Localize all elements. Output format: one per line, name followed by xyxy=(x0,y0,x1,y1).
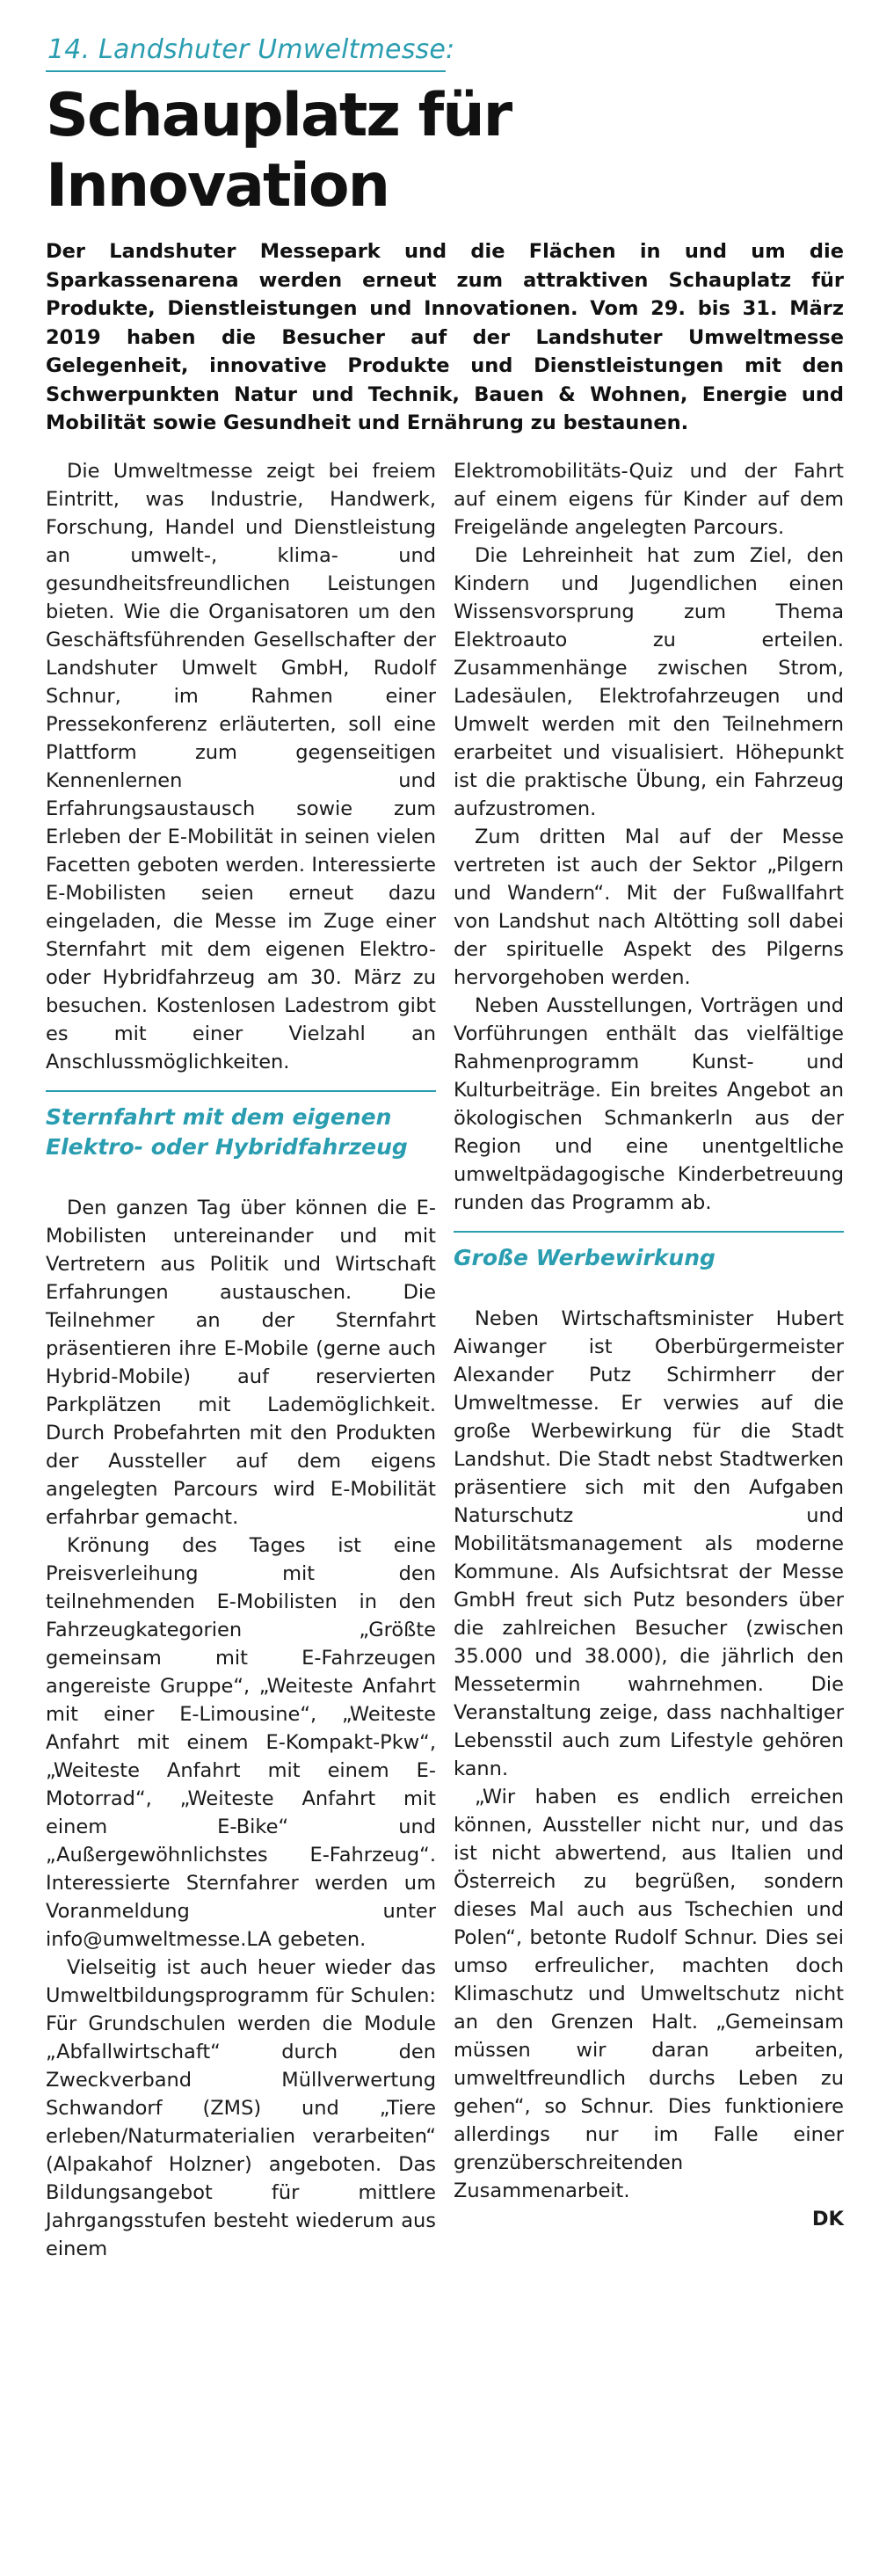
paragraph: Krönung des Tages ist eine Preisverleihung mit den teilnehmenden E-Mobilisten in den Fahrzeugkategorien „Größte gemeinsam mit E-Fahrzeugen angereiste Gruppe“, „Weiteste Anfahrt mit einer E-Limousine“, „Weiteste Anfahrt mit einem E-Kompakt-Pkw“, „Weiteste Anfahrt mit einem E-Motorrad“, „Weiteste Anfahrt mit einem E-Bike“ und „Außergewöhnlichstes E-Fahrzeug“. Interessierte Sternfahrer werden um Voranmeldung unter info@umweltmesse.LA gebeten. xyxy=(46,1533,436,1951)
paragraph: Neben Wirtschaftsminister Hubert Aiwanger ist Oberbürgermeister Alexander Putz Schirmherr der Umweltmesse. Er verwies auf die große Werbewirkung für die Stadt Landshut. Die Stadt nebst Stadtwerken präsentiere sich mit den Aufgaben Naturschutz und Mobilitätsmanagement als moderne Kommune. Als Aufsichtsrat der Messe GmbH freut sich Putz besonders über die zahlreichen Besucher (zwischen 35.000 und 38.000), die jährlich den Messetermin wahrnehmen. Die Veranstaltung zeige, dass nachhaltiger Lebensstil auch zum Lifestyle gehören kann. xyxy=(454,1306,844,1780)
paragraph: Die Lehreinheit hat zum Ziel, den Kindern und Jugendlichen einen Wissensvorsprung zum Thema Elektroauto zu erteilen. Zusammenhänge zwischen Strom, Ladesäulen, Elektrofahrzeugen und Umwelt werden mit den Teilnehmern erarbeitet und visualisiert. Höhepunkt ist die praktische Übung, ein Fahrzeug aufzustromen. xyxy=(454,543,844,820)
left-column xyxy=(46,457,436,2263)
paragraph: „Wir haben es endlich erreichen können, Aussteller nicht nur, und das ist nicht abwertend, aus Italien und Österreich zu begrüßen, sondern dieses Mal auch aus Tschechien und Polen“, betonte Rudolf Schnur. Dies sei umso erfreulicher, machten doch Klimaschutz und Umweltschutz nicht an den Grenzen Halt. „Gemeinsam müssen wir daran arbeiten, umweltfreundlich durchs Leben zu gehen“, so Schnur. Dies funktioniere allerdings nur im Falle einer grenzüberschreitenden Zusammenarbeit. xyxy=(454,1785,844,2202)
author-byline: DK xyxy=(811,2207,844,2230)
paragraph: Zum dritten Mal auf der Messe vertreten ist auch der Sektor „Pilgern und Wandern“. Mit der Fußwallfahrt von Landshut nach Altötting soll dabei der spirituelle Aspekt des Pilgerns hervorgehoben werden. xyxy=(454,825,844,989)
paragraph: Die Umweltmesse zeigt bei freiem Eintritt, was Industrie, Handwerk, Forschung, Handel und Dienstleistung an umwelt-, klima- und gesundheitsfreundlichen Leistungen bieten. Wie die Organisatoren um den Geschäftsführenden Gesellschafter der Landshuter Umwelt GmbH, Rudolf Schnur, im Rahmen einer Pressekonferenz erläuterten, soll eine Plattform zum gegenseitigen Kennenlernen und Erfahrungsaustausch sowie zum Erleben der E-Mobilität in seinen vielen Facetten geboten werden. Interessierte E-Mobilisten seien erneut dazu eingeladen, die Messe im Zuge einer Sternfahrt mit dem eigenen Elektro- oder Hybridfahrzeug am 30. März zu besuchen. Kostenlosen Ladestrom gibt es mit einer Vielzahl an Anschlussmöglichkeiten. xyxy=(46,459,436,1073)
right-column xyxy=(454,457,844,2263)
subheading-werbewirkung: Große Werbewirkung xyxy=(454,1231,844,1273)
paragraph: Vielseitig ist auch heuer wieder das Umweltbildungsprogramm für Schulen: Für Grundschulen werden die Module „Abfallwirtschaft“ durch den Zweckverband Müllverwertung Schwandorf (ZMS) und „Tiere erleben/Naturmaterialien verarbeiten“ (Alpakahof Holzner) angeboten. Das Bildungsangebot für mittlere Jahrgangsstufen besteht wiederum aus einem xyxy=(46,1955,436,2260)
article-kicker: 14. Landshuter Umweltmesse: xyxy=(47,34,455,65)
paragraph: Elektromobilitäts-Quiz und der Fahrt auf einem eigens für Kinder auf dem Freigelände angelegten Parcours. xyxy=(454,459,844,539)
article-lead: Der Landshuter Messepark und die Flächen in und um die Sparkassenarena werden erneut zum attraktiven Schauplatz für Produkte, Dienstleistungen und Innovationen. Vom 29. bis 31. März 2019 haben die Besucher auf der Landshuter Umweltmesse Gelegenheit, innovative Produkte und Dienstleistungen mit den Schwerpunkten Natur und Technik, Bauen & Wohnen, Energie und Mobilität sowie Gesundheit und Ernährung zu bestaunen. xyxy=(46,240,844,434)
subheading-sternfahrt: Sternfahrt mit dem eigenen Elektro- oder Hybridfahrzeug xyxy=(46,1090,436,1162)
article-headline: Schauplatz für Innovation xyxy=(46,81,512,221)
article-body xyxy=(46,457,844,2263)
kicker-divider xyxy=(46,70,446,72)
paragraph: Den ganzen Tag über können die E-Mobilisten untereinander und mit Vertretern aus Politik und Wirtschaft Erfahrungen austauschen. Die Teilnehmer an der Sternfahrt präsentieren ihre E-Mobile (gerne auch Hybrid-Mobile) auf reservierten Parkplätzen mit Lademöglichkeit. Durch Probefahrten mit den Produkten der Aussteller auf dem eigens angelegten Parcours wird E-Mobilität erfahrbar gemacht. xyxy=(46,1196,436,1529)
paragraph: Neben Ausstellungen, Vorträgen und Vorführungen enthält das vielfältige Rahmenprogramm Kunst- und Kulturbeiträge. Ein breites Angebot an ökologischen Schmankerln aus der Region und eine unentgeltliche umweltpädagogische Kinderbetreuung runden das Programm ab. xyxy=(454,993,844,1214)
